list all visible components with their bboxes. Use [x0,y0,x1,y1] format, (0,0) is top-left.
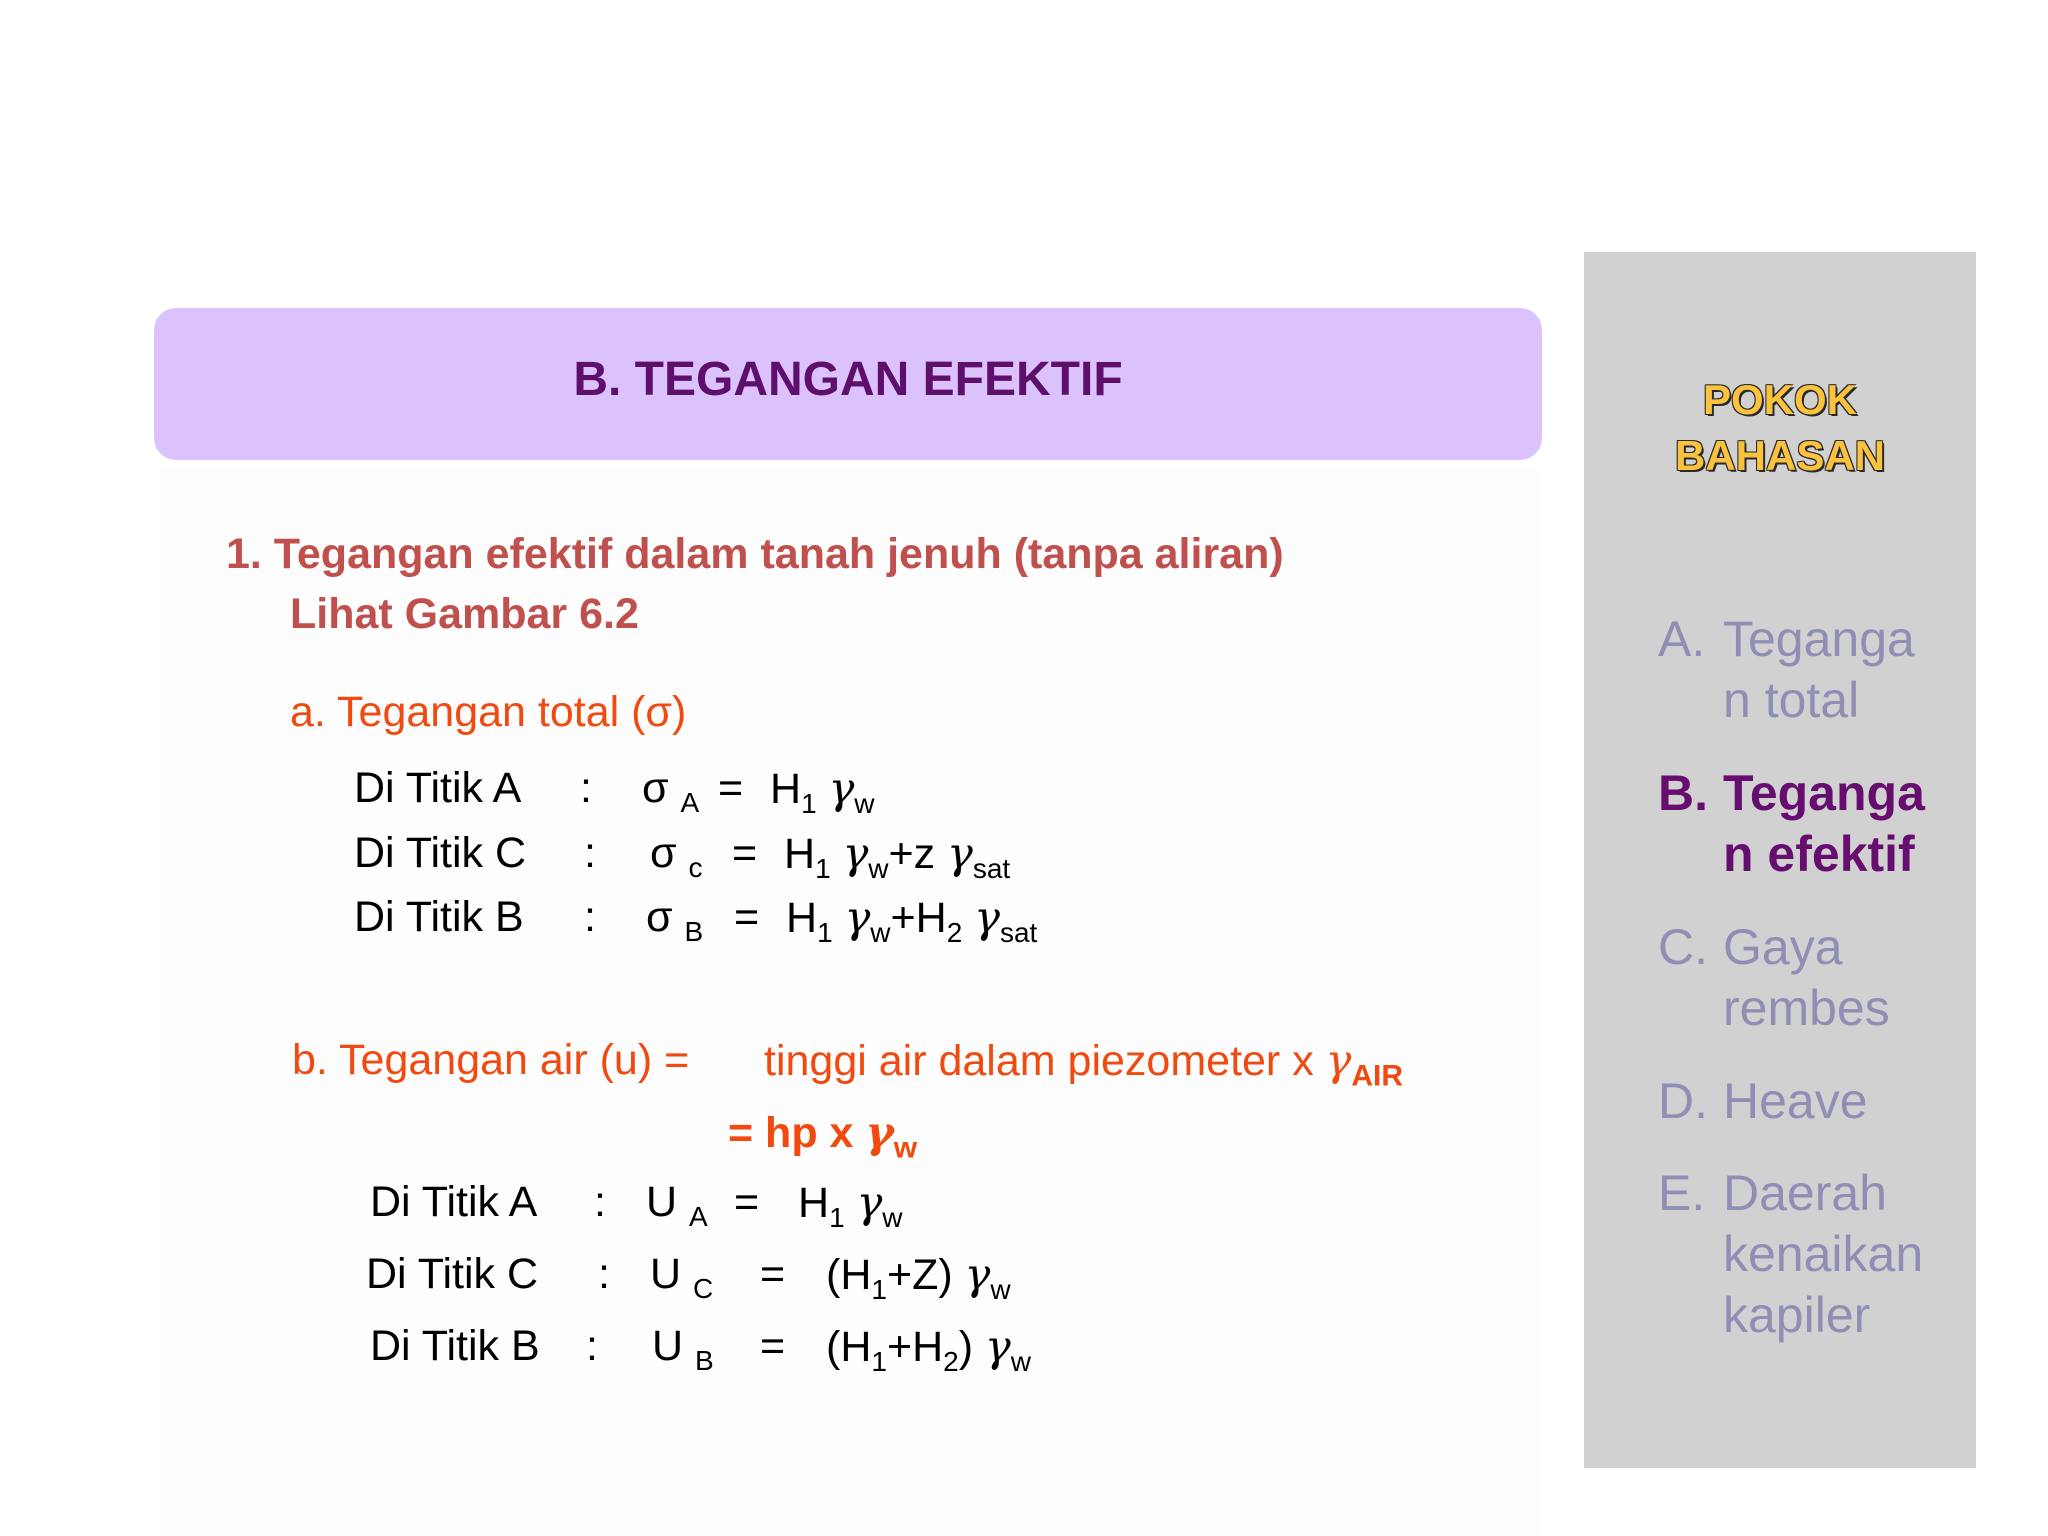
row-lhs: U $_C$ [650,1250,714,1304]
sidebar-item-label-line2: n efektif [1723,826,1915,882]
row-lhs: U $_A$ [646,1178,708,1232]
row-colon: : [586,1322,598,1370]
row-label: Di Titik B [354,893,524,941]
sidebar-title [1584,372,1976,484]
sidebar-item-letter: D. [1658,1073,1708,1129]
sidebar-item-label-line2: rembes [1723,980,1890,1036]
sidebar-item-letter: E. [1658,1165,1706,1221]
sidebar-title-line1: POKOK [1702,376,1857,423]
row-colon: : [584,893,596,941]
sidebar-item-label-line1: Heave [1723,1073,1868,1129]
sidebar-item-tegangan-efektif[interactable] [1658,763,1978,885]
sidebar-title-line2: BAHASAN [1675,432,1885,479]
row-equals: = [734,1178,760,1226]
point-1-heading: 1. Tegangan efektif dalam tanah jenuh (tanpa aliran) [226,530,1284,578]
row-equals: = [734,893,760,941]
sidebar-item-tegangan-total[interactable] [1658,609,1978,731]
sidebar-item-label-line1: Daerah [1723,1165,1887,1221]
row-equals: = [718,764,744,812]
sidebar-item-letter: B. [1658,765,1708,821]
row-label: Di Titik A [354,764,522,812]
section-b-definition: tinggi air dalam piezometer x $\gamma_{AIR}$ [764,1036,1404,1093]
sidebar-item-letter: C. [1658,919,1708,975]
point-1-reference: Lihat Gambar 6.2 [290,590,639,638]
sidebar-item-label-line3: kapiler [1723,1287,1871,1343]
row-equals: = [760,1250,786,1298]
row-colon: : [584,829,596,877]
sidebar-item-label-line1: Gaya [1723,919,1843,975]
row-colon: : [580,764,592,812]
row-rhs: $H_1$ $\gamma_w$ [798,1178,903,1233]
row-equals: = [732,829,758,877]
section-b-formula: = hp x $\gamma_w$ [728,1108,918,1165]
row-lhs: σ $_A$ [642,764,700,818]
row-rhs: $(H_1+Z)$ $\gamma_w$ [826,1250,1011,1305]
sidebar-item-label-line2: kenaikan [1723,1226,1924,1282]
row-rhs: $H_1$ $\gamma_w$ [770,764,875,819]
row-label: Di Titik C [354,829,526,877]
slide-title: B. TEGANGAN EFEKTIF [573,353,1123,406]
section-b-label: b. Tegangan air (u) = [292,1036,690,1084]
sidebar-item-label-line1: Teganga [1723,765,1925,821]
row-colon: : [598,1250,610,1298]
row-rhs: $H_1$ $\gamma_w+z$ $\gamma_{sat}$ [784,829,1011,884]
sidebar-item-letter: A. [1658,611,1706,667]
sidebar-item-gaya-rembes[interactable] [1658,917,1978,1039]
row-label: Di Titik B [370,1322,540,1370]
row-rhs: $H_1$ $\gamma_w+H_2$ $\gamma_{sat}$ [786,893,1038,948]
row-lhs: σ $_B$ [646,893,704,947]
row-lhs: σ $_c$ [650,829,703,883]
row-colon: : [594,1178,606,1226]
row-lhs: U $_B$ [652,1322,714,1376]
row-rhs: $(H_1+H_2)$ $\gamma_w$ [826,1322,1031,1377]
row-equals: = [760,1322,786,1370]
row-label: Di Titik C [366,1250,538,1298]
sidebar-item-label-line2: n total [1723,672,1860,728]
section-a-label: a. Tegangan total (σ) [290,688,687,736]
row-label: Di Titik A [370,1178,538,1226]
sidebar-item-label-line1: Teganga [1723,611,1915,667]
sidebar-item-daerah-kenaikan-kapiler[interactable] [1658,1163,1978,1346]
sidebar-item-heave[interactable] [1658,1071,1978,1132]
